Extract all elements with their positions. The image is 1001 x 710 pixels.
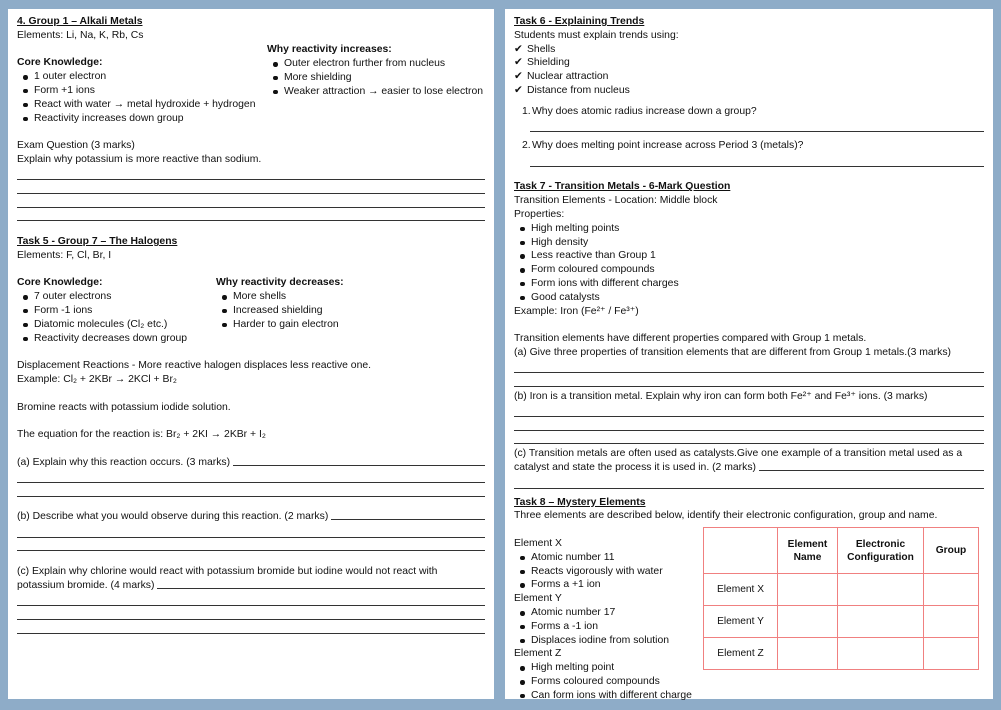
table-header-electronic-config: Electronic Configuration <box>838 528 924 574</box>
table-row <box>704 606 979 638</box>
answer-line[interactable] <box>17 180 485 194</box>
answer-line[interactable] <box>514 373 984 387</box>
answer-line[interactable] <box>233 456 485 466</box>
list-item: Good catalysts <box>514 291 984 305</box>
element-y-label: Element Y <box>514 593 562 605</box>
section-5-title: Task 5 - Group 7 – The Halogens <box>17 235 178 247</box>
list-item: More shells <box>216 290 344 304</box>
section-7-title: Task 7 - Transition Metals - 6-Mark Question <box>514 181 731 193</box>
question-b-row <box>17 510 485 524</box>
why-reactivity-heading: Why reactivity increases: <box>267 44 392 56</box>
question-a-row <box>17 456 485 470</box>
list-item: Forms a +1 ion <box>514 578 984 592</box>
displacement-example: Example: Cl₂ + 2KBr → 2KCl + Br₂ <box>17 373 177 385</box>
table-header-group: Group <box>924 528 979 574</box>
answer-line[interactable] <box>514 431 984 445</box>
list-item: Reactivity decreases down group <box>17 332 216 346</box>
answer-cell[interactable] <box>838 638 924 670</box>
left-worksheet-panel <box>8 9 494 699</box>
check-item: ✔ Shells <box>514 43 984 57</box>
answer-line[interactable] <box>17 194 485 208</box>
trend-question-1: 1. Why does atomic radius increase down a group? <box>522 105 757 117</box>
question-c-row <box>514 461 984 475</box>
answer-line[interactable] <box>17 469 485 483</box>
question-a-text: (a) Give three properties of transition elements that are different from Group 1 metals.(3 marks) <box>514 346 951 358</box>
table-header-blank <box>704 528 778 574</box>
list-item: Less reactive than Group 1 <box>514 249 984 263</box>
answer-line[interactable] <box>331 510 485 520</box>
exam-question-text: Explain why potassium is more reactive than sodium. <box>17 153 262 165</box>
why-reactivity-heading: Why reactivity decreases: <box>216 277 344 289</box>
question-b-text: (b) Describe what you would observe during this reaction. (2 marks) <box>17 511 329 523</box>
trends-intro: Students must explain trends using: <box>514 29 679 41</box>
answer-cell[interactable] <box>778 574 838 606</box>
transition-properties <box>514 222 984 305</box>
table-row <box>704 574 979 606</box>
answer-line[interactable] <box>514 404 984 418</box>
answer-cell[interactable] <box>924 606 979 638</box>
transition-intro: Transition elements have different properties compared with Group 1 metals. <box>514 333 867 345</box>
list-item: Weaker attraction → easier to lose electron <box>267 85 483 99</box>
element-x-label: Element X <box>514 538 562 550</box>
answer-line[interactable] <box>759 461 984 471</box>
list-item: Form coloured compounds <box>514 263 984 277</box>
question-c-text: (c) Explain why chlorine would react with potassium bromide but iodine would not react with <box>17 566 438 578</box>
answer-line[interactable] <box>17 167 485 181</box>
list-item: Atomic number 11 <box>514 551 984 565</box>
trend-questions <box>514 105 984 119</box>
answer-line[interactable] <box>17 483 485 497</box>
section-8-title: Task 8 – Mystery Elements <box>514 496 646 508</box>
answer-line[interactable] <box>514 475 984 489</box>
list-item: Forms coloured compounds <box>514 675 984 689</box>
section-6-title: Task 6 - Explaining Trends <box>514 16 645 27</box>
core-knowledge-heading: Core Knowledge: <box>17 57 103 69</box>
list-item: Outer electron further from nucleus <box>267 57 483 71</box>
answer-line[interactable] <box>514 417 984 431</box>
reaction-equation: The equation for the reaction is: Br₂ + 2KI → 2KBr + I₂ <box>17 429 266 441</box>
list-item: Displaces iodine from solution <box>514 634 984 648</box>
row-label: Element Z <box>704 638 778 670</box>
properties-heading: Properties: <box>514 208 565 220</box>
answer-line[interactable] <box>530 119 984 133</box>
check-item: ✔ Nuclear attraction <box>514 70 984 84</box>
list-item: Form ions with different charges <box>514 277 984 291</box>
list-item: React with water → metal hydroxide + hydrogen <box>17 98 267 112</box>
check-item: ✔ Distance from nucleus <box>514 84 984 98</box>
question-c-row <box>17 579 485 593</box>
list-item: Form +1 ions <box>17 84 267 98</box>
list-item: High melting point <box>514 661 984 675</box>
check-item: ✔ Shielding <box>514 56 984 70</box>
question-c-text-2: potassium bromide. (4 marks) <box>17 580 155 592</box>
answer-line[interactable] <box>17 208 485 222</box>
list-item: Can form ions with different charge <box>514 689 984 703</box>
halogen-why-reactivity <box>216 276 344 345</box>
trend-question-2: 2. Why does melting point increase across Period 3 (metals)? <box>522 140 804 152</box>
section-4-title: 4. Group 1 – Alkali Metals <box>17 16 143 27</box>
right-worksheet-panel <box>505 9 993 699</box>
answer-line[interactable] <box>17 538 485 552</box>
list-item: High density <box>514 236 984 250</box>
exam-question-heading: Exam Question (3 marks) <box>17 140 135 152</box>
answer-line[interactable] <box>17 606 485 620</box>
answer-cell[interactable] <box>924 638 979 670</box>
mystery-elements-table <box>703 527 979 670</box>
answer-cell[interactable] <box>924 574 979 606</box>
mystery-intro: Three elements are described below, identify their electronic configuration, group and name. <box>514 510 938 522</box>
list-item: Harder to gain electron <box>216 318 344 332</box>
element-z-label: Element Z <box>514 648 562 660</box>
group1-elements: Elements: Li, Na, K, Rb, Cs <box>17 29 144 41</box>
halogen-core-knowledge <box>17 276 216 345</box>
question-c-text: (c) Transition metals are often used as catalysts.Give one example of a transition metal used as a <box>514 448 963 460</box>
core-knowledge-heading: Core Knowledge: <box>17 277 103 289</box>
answer-line[interactable] <box>17 620 485 634</box>
list-item: Form -1 ions <box>17 304 216 318</box>
list-item: Forms a -1 ion <box>514 620 984 634</box>
table-header-row <box>704 528 979 574</box>
trend-checklist <box>514 43 984 98</box>
answer-cell[interactable] <box>838 606 924 638</box>
question-a-text: (a) Explain why this reaction occurs. (3 marks) <box>17 456 231 468</box>
group1-core-knowledge <box>17 56 267 125</box>
displacement-text: Displacement Reactions - More reactive halogen displaces less reactive one. <box>17 360 372 372</box>
answer-cell[interactable] <box>778 606 838 638</box>
list-item: 7 outer electrons <box>17 290 216 304</box>
list-item: Reactivity increases down group <box>17 112 267 126</box>
list-item: Diatomic molecules (Cl₂ etc.) <box>17 318 216 332</box>
transition-location: Transition Elements - Location: Middle block <box>514 195 718 207</box>
iron-example: Example: Iron (Fe²⁺ / Fe³⁺) <box>514 305 639 317</box>
answer-line[interactable] <box>17 593 485 607</box>
halogen-elements: Elements: F, Cl, Br, I <box>17 249 112 261</box>
answer-line[interactable] <box>530 153 984 167</box>
question-b-text: (b) Iron is a transition metal. Explain why iron can form both Fe²⁺ and Fe³⁺ ions. (3 marks) <box>514 390 928 402</box>
list-item: Reacts vigorously with water <box>514 565 984 579</box>
question-c-text-2: catalyst and state the process it is used in. (2 marks) <box>514 462 756 474</box>
list-item: High melting points <box>514 222 984 236</box>
list-item: Atomic number 17 <box>514 606 984 620</box>
answer-line[interactable] <box>17 524 485 538</box>
answer-cell[interactable] <box>778 638 838 670</box>
row-label: Element X <box>704 574 778 606</box>
answer-line[interactable] <box>514 360 984 374</box>
answer-cell[interactable] <box>838 574 924 606</box>
row-label: Element Y <box>704 606 778 638</box>
table-row <box>704 638 979 670</box>
list-item: Increased shielding <box>216 304 344 318</box>
table-header-element-name: Element Name <box>778 528 838 574</box>
bromine-statement: Bromine reacts with potassium iodide solution. <box>17 401 231 413</box>
list-item: 1 outer electron <box>17 70 267 84</box>
group1-why-reactivity <box>267 43 483 125</box>
list-item: More shielding <box>267 71 483 85</box>
answer-line[interactable] <box>157 579 485 589</box>
